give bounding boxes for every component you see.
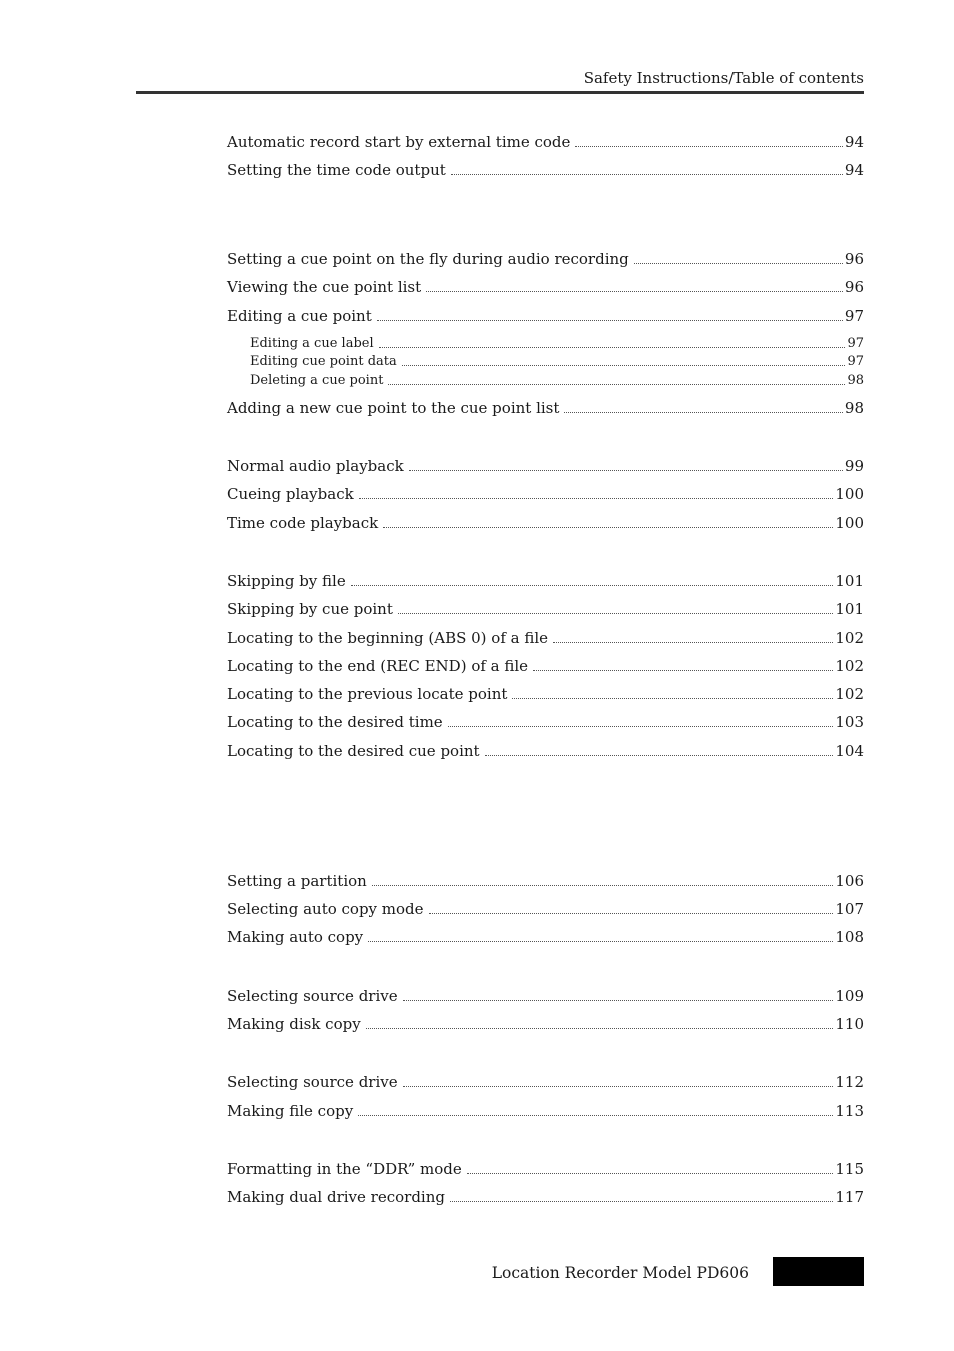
toc-entry[interactable] — [227, 629, 864, 647]
toc-entry[interactable] — [227, 399, 864, 417]
toc-subentry[interactable] — [250, 373, 864, 388]
toc-entry-page: 98 — [847, 373, 864, 388]
toc-entry[interactable] — [227, 928, 864, 946]
toc-entry-page: 96 — [844, 278, 864, 296]
toc-leader-dots — [402, 365, 846, 366]
toc-entry-page: 113 — [835, 1102, 864, 1120]
toc-entry-title: Time code playback — [227, 514, 379, 532]
footer-model-label: Location Recorder Model PD606 — [491, 1264, 749, 1282]
toc-entry[interactable] — [227, 600, 864, 618]
toc-entry-page: 109 — [835, 987, 864, 1005]
toc-entry[interactable] — [227, 161, 864, 179]
toc-entry-page: 97 — [847, 336, 864, 351]
toc-entry-title: Making dual drive recording — [227, 1188, 445, 1206]
toc-entry-title: Selecting source drive — [227, 987, 398, 1005]
toc-entry-page: 102 — [835, 657, 864, 675]
toc-leader-dots — [359, 498, 834, 499]
toc-entry[interactable] — [227, 572, 864, 590]
toc-leader-dots — [351, 585, 834, 586]
toc-entry[interactable] — [227, 1073, 864, 1091]
toc-entry-title: Viewing the cue point list — [227, 278, 422, 296]
toc-entry-page: 107 — [835, 900, 864, 918]
footer-page-block — [773, 1257, 864, 1286]
toc-leader-dots — [388, 384, 845, 385]
toc-entry-title: Editing a cue label — [250, 336, 374, 351]
toc-leader-dots — [368, 941, 833, 942]
toc-leader-dots — [426, 291, 843, 292]
toc-entry-title: Adding a new cue point to the cue point list — [227, 399, 560, 417]
toc-entry[interactable] — [227, 514, 864, 532]
toc-leader-dots — [448, 726, 834, 727]
toc-entry[interactable] — [227, 872, 864, 890]
toc-leader-dots — [383, 527, 833, 528]
toc-entry[interactable] — [227, 278, 864, 296]
toc-leader-dots — [512, 698, 833, 699]
page-header-title: Safety Instructions/Table of contents — [583, 69, 864, 87]
toc-entry[interactable] — [227, 457, 864, 475]
toc-leader-dots — [429, 913, 834, 914]
toc-entry-page: 100 — [835, 514, 864, 532]
toc-entry-page: 96 — [844, 250, 864, 268]
toc-entry-page: 100 — [835, 485, 864, 503]
toc-entry-title: Making auto copy — [227, 928, 364, 946]
toc-leader-dots — [366, 1028, 834, 1029]
toc-subentry[interactable] — [250, 336, 864, 351]
toc-entry[interactable] — [227, 987, 864, 1005]
toc-entry-title: Automatic record start by external time code — [227, 133, 571, 151]
toc-entry-title: Skipping by file — [227, 572, 346, 590]
toc-leader-dots — [450, 1201, 833, 1202]
toc-entry-page: 115 — [835, 1160, 864, 1178]
toc-leader-dots — [398, 613, 833, 614]
toc-leader-dots — [634, 263, 843, 264]
toc-entry-title: Editing cue point data — [250, 354, 397, 369]
toc-entry-title: Locating to the desired cue point — [227, 742, 480, 760]
toc-entry-page: 94 — [844, 133, 864, 151]
toc-entry[interactable] — [227, 685, 864, 703]
toc-entry-title: Editing a cue point — [227, 307, 372, 325]
toc-entry-title: Selecting auto copy mode — [227, 900, 424, 918]
toc-entry-page: 117 — [835, 1188, 864, 1206]
toc-entry-title: Formatting in the “DDR” mode — [227, 1160, 462, 1178]
toc-entry-title: Making file copy — [227, 1102, 354, 1120]
toc-entry-title: Setting a partition — [227, 872, 367, 890]
toc-entry-page: 98 — [844, 399, 864, 417]
toc-entry-page: 110 — [835, 1015, 864, 1033]
toc-entry-page: 104 — [835, 742, 864, 760]
toc-entry-page: 101 — [835, 572, 864, 590]
toc-entry-page: 94 — [844, 161, 864, 179]
toc-entry[interactable] — [227, 1102, 864, 1120]
header-rule — [136, 91, 864, 94]
toc-leader-dots — [553, 642, 833, 643]
toc-leader-dots — [564, 412, 843, 413]
toc-leader-dots — [533, 670, 833, 671]
toc-entry-page: 97 — [847, 354, 864, 369]
toc-entry-page: 106 — [835, 872, 864, 890]
toc-entry-title: Locating to the end (REC END) of a file — [227, 657, 529, 675]
toc-entry[interactable] — [227, 900, 864, 918]
toc-entry-page: 101 — [835, 600, 864, 618]
toc-entry-page: 97 — [844, 307, 864, 325]
toc-subentry[interactable] — [250, 354, 864, 369]
toc-leader-dots — [403, 1000, 834, 1001]
toc-entry-title: Making disk copy — [227, 1015, 361, 1033]
toc-leader-dots — [485, 755, 834, 756]
toc-entry-title: Setting a cue point on the fly during audio recording — [227, 250, 629, 268]
toc-leader-dots — [372, 885, 834, 886]
toc-entry-page: 102 — [835, 685, 864, 703]
toc-entry-page: 108 — [835, 928, 864, 946]
toc-entry[interactable] — [227, 307, 864, 325]
toc-entry[interactable] — [227, 250, 864, 268]
toc-entry[interactable] — [227, 742, 864, 760]
toc-entry[interactable] — [227, 133, 864, 151]
toc-leader-dots — [409, 470, 843, 471]
toc-entry-title: Setting the time code output — [227, 161, 446, 179]
toc-entry-title: Cueing playback — [227, 485, 354, 503]
toc-entry-title: Selecting source drive — [227, 1073, 398, 1091]
toc-entry-page: 102 — [835, 629, 864, 647]
toc-leader-dots — [575, 146, 843, 147]
toc-entry[interactable] — [227, 1015, 864, 1033]
toc-leader-dots — [403, 1086, 834, 1087]
toc-entry-title: Deleting a cue point — [250, 373, 384, 388]
toc-leader-dots — [467, 1173, 834, 1174]
toc-entry-title: Skipping by cue point — [227, 600, 393, 618]
toc-entry-title: Normal audio playback — [227, 457, 404, 475]
toc-entry[interactable] — [227, 1188, 864, 1206]
toc-leader-dots — [379, 347, 846, 348]
toc-entry[interactable] — [227, 657, 864, 675]
toc-leader-dots — [358, 1115, 833, 1116]
toc-entry-page: 103 — [835, 713, 864, 731]
toc-entry-title: Locating to the beginning (ABS 0) of a file — [227, 629, 549, 647]
toc-entry[interactable] — [227, 485, 864, 503]
toc-leader-dots — [377, 320, 843, 321]
toc-entry-page: 112 — [835, 1073, 864, 1091]
toc-entry-page: 99 — [844, 457, 864, 475]
toc-entry[interactable] — [227, 713, 864, 731]
toc-entry[interactable] — [227, 1160, 864, 1178]
toc-leader-dots — [451, 174, 843, 175]
toc-entry-title: Locating to the desired time — [227, 713, 443, 731]
toc-entry-title: Locating to the previous locate point — [227, 685, 508, 703]
